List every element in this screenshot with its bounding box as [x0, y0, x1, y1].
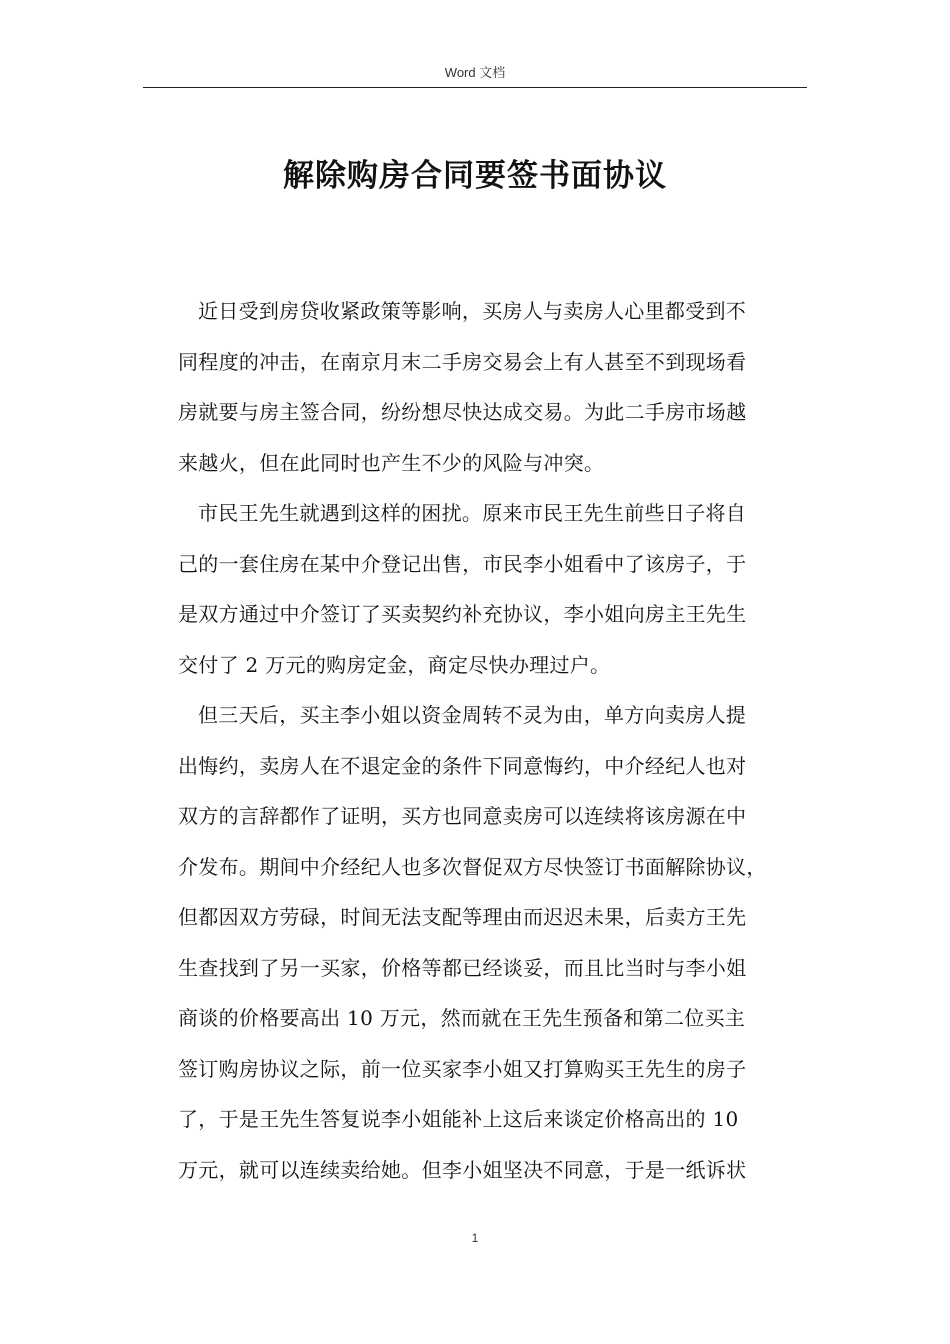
- body-line: 市民王先生就遇到这样的困扰。原来市民王先生前些日子将自: [198, 501, 747, 525]
- body-line: 房就要与房主签合同，纷纷想尽快达成交易。为此二手房市场越: [178, 400, 747, 424]
- body-line: 生查找到了另一买家，价格等都已经谈妥，而且比当时与李小姐: [178, 955, 747, 980]
- body-line: 同程度的冲击，在南京月末二手房交易会上有人甚至不到现场看: [178, 349, 747, 374]
- body-line: 近日受到房贷收紧政策等影响，买房人与卖房人心里都受到不: [198, 299, 747, 323]
- page-number: 1: [471, 1231, 479, 1245]
- page-header: Word 文档: [444, 65, 506, 80]
- body-line: 签订购房协议之际，前一位买家李小姐又打算购买王先生的房子: [178, 1056, 747, 1081]
- body-line: 了，于是王先生答复说李小姐能补上这后来谈定价格高出的 10: [178, 1107, 739, 1131]
- body-line: 商谈的价格要高出 10 万元，然而就在王先生预备和第二位买主: [178, 1006, 746, 1030]
- body-line: 交付了 2 万元的购房定金，商定尽快办理过户。: [178, 652, 611, 677]
- body-line: 万元，就可以连续卖给她。但李小姐坚决不同意，于是一纸诉状: [178, 1157, 747, 1182]
- body-line: 但都因双方劳碌，时间无法支配等理由而迟迟未果，后卖方王先: [178, 905, 747, 929]
- document-body: [178, 294, 804, 1203]
- body-line: 介发布。期间中介经纪人也多次督促双方尽快签订书面解除协议，: [178, 854, 767, 879]
- body-line: 出悔约，卖房人在不退定金的条件下同意悔约，中介经纪人也对: [178, 753, 747, 778]
- body-line: 是双方通过中介签订了买卖契约补充协议，李小姐向房主王先生: [178, 602, 747, 626]
- body-line: 但三天后，买主李小姐以资金周转不灵为由，单方向卖房人提: [198, 703, 747, 727]
- body-line: 双方的言辞都作了证明，买方也同意卖房可以连续将该房源在中: [178, 804, 747, 828]
- body-line: 己的一套住房在某中介登记出售，市民李小姐看中了该房子，于: [178, 551, 747, 576]
- body-line: 来越火，但在此同时也产生不少的风险与冲突。: [178, 450, 605, 475]
- header-divider: [143, 87, 807, 88]
- document-title: 解除购房合同要签书面协议: [283, 158, 667, 194]
